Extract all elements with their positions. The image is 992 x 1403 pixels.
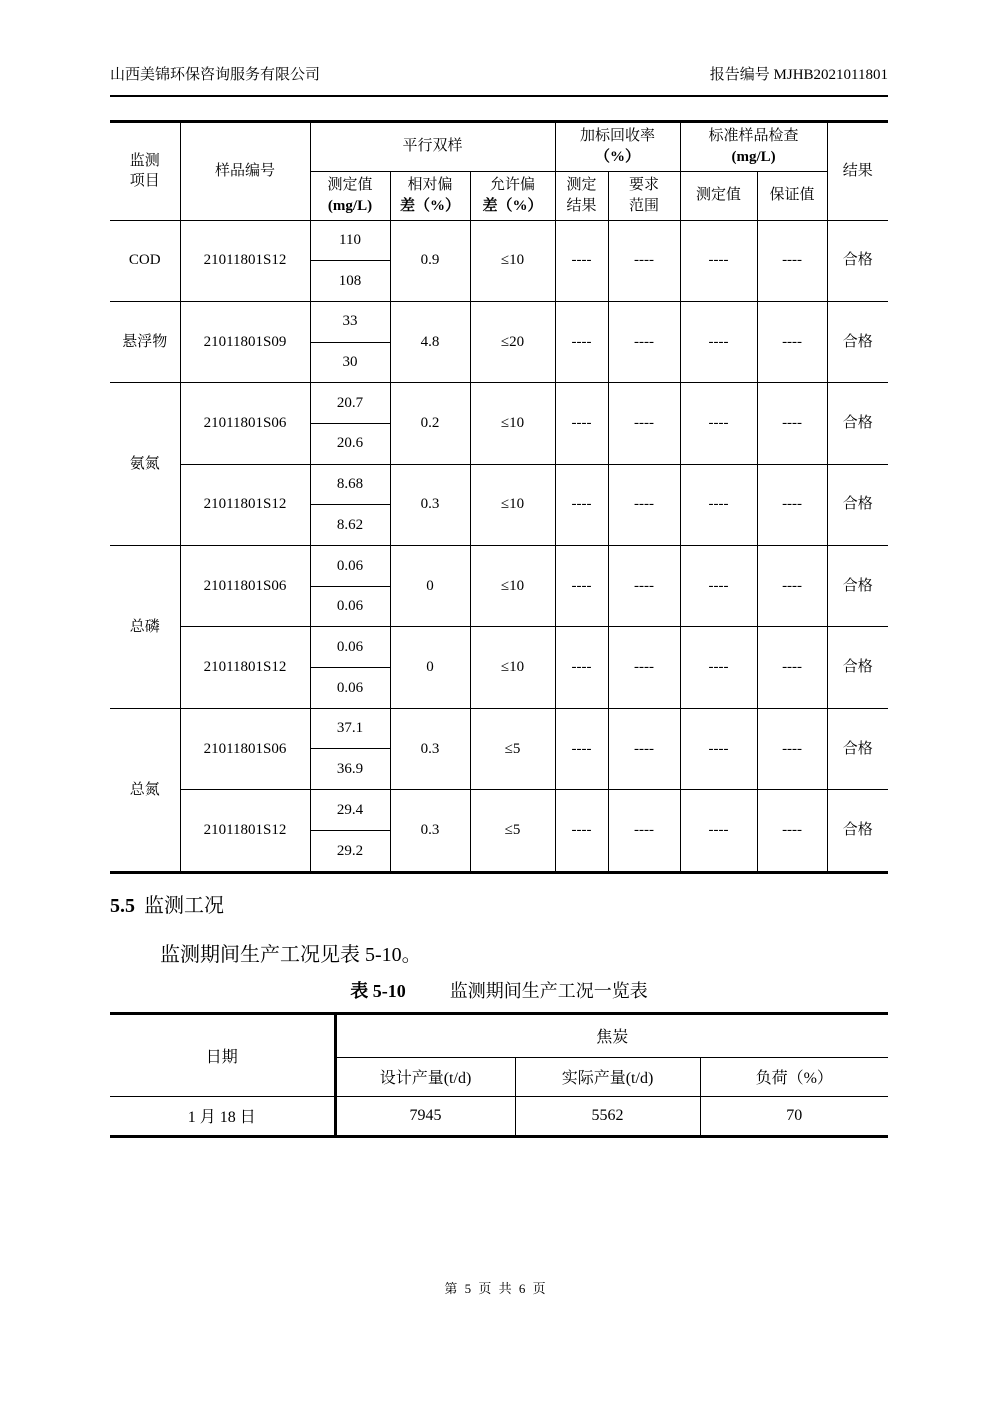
qa-std-measured-cell: ---- [680,627,757,708]
qa-header-sample: 样品编号 [180,123,310,220]
prod-date-cell: 1 月 18 日 [110,1096,335,1135]
qa-item-cell: COD [110,220,180,301]
qa-spike-range-cell: ---- [608,546,680,627]
qa-allow-dev-cell: ≤5 [470,708,555,789]
qa-value1-cell: 20.7 [310,383,390,424]
qa-header-allow-dev: 允许偏 差（%） [470,171,555,220]
qa-spike-result-cell: ---- [555,790,608,871]
qa-std-measured-cell: ---- [680,383,757,464]
qa-header-std-group: 标准样品检查 (mg/L) [680,123,827,171]
qa-sample-id-cell: 21011801S12 [180,220,310,301]
qa-value2-cell: 29.2 [310,830,390,871]
qa-spike-result-cell: ---- [555,301,608,382]
qa-sample-id-cell: 21011801S12 [180,464,310,545]
prod-load-cell: 70 [700,1096,888,1135]
qa-table [110,120,888,874]
qa-std-cert-cell: ---- [757,301,827,382]
doc-header [110,64,888,97]
qa-value1-cell: 37.1 [310,708,390,749]
qa-result-cell: 合格 [827,220,888,301]
qa-spike-result-cell: ---- [555,383,608,464]
qa-value1-cell: 0.06 [310,546,390,587]
qa-allow-dev-cell: ≤10 [470,220,555,301]
prod-header-design: 设计产量(t/d) [335,1057,515,1096]
qa-result-cell: 合格 [827,627,888,708]
company-name: 山西美锦环保咨询服务有限公司 [110,67,321,83]
report-number: 报告编号 MJHB2021011801 [709,67,888,83]
qa-std-measured-cell: ---- [680,708,757,789]
qa-spike-range-cell: ---- [608,301,680,382]
prod-header-coke: 焦炭 [335,1015,888,1057]
qa-sample-id-cell: 21011801S06 [180,708,310,789]
qa-sample-id-cell: 21011801S06 [180,546,310,627]
qa-allow-dev-cell: ≤10 [470,627,555,708]
qa-value1-cell: 110 [310,220,390,261]
qa-std-measured-cell: ---- [680,301,757,382]
prod-header-actual: 实际产量(t/d) [515,1057,700,1096]
qa-sample-id-cell: 21011801S12 [180,790,310,871]
qa-spike-result-cell: ---- [555,627,608,708]
qa-spike-range-cell: ---- [608,220,680,301]
paragraph: 监测期间生产工况见表 5-10。 [160,944,422,966]
qa-allow-dev-cell: ≤5 [470,790,555,871]
qa-spike-result-cell: ---- [555,708,608,789]
qa-item-cell: 总氮 [110,708,180,871]
qa-std-cert-cell: ---- [757,220,827,301]
qa-std-cert-cell: ---- [757,383,827,464]
qa-value2-cell: 0.06 [310,586,390,627]
qa-rel-dev-cell: 0.9 [390,220,470,301]
qa-rel-dev-cell: 4.8 [390,301,470,382]
qa-std-measured-cell: ---- [680,546,757,627]
qa-rel-dev-cell: 0.3 [390,708,470,789]
qa-value2-cell: 108 [310,261,390,302]
qa-std-cert-cell: ---- [757,546,827,627]
qa-result-cell: 合格 [827,790,888,871]
qa-value2-cell: 30 [310,342,390,383]
qa-value1-cell: 8.68 [310,464,390,505]
qa-result-cell: 合格 [827,383,888,464]
qa-spike-range-cell: ---- [608,383,680,464]
qa-spike-range-cell: ---- [608,708,680,789]
prod-header-load: 负荷（%） [700,1057,888,1096]
qa-result-cell: 合格 [827,464,888,545]
qa-spike-result-cell: ---- [555,464,608,545]
qa-header-measured: 测定值 (mg/L) [310,171,390,220]
qa-value2-cell: 8.62 [310,505,390,546]
qa-allow-dev-cell: ≤20 [470,301,555,382]
qa-rel-dev-cell: 0.2 [390,383,470,464]
qa-rel-dev-cell: 0 [390,546,470,627]
qa-result-cell: 合格 [827,546,888,627]
qa-header-rel-dev: 相对偏 差（%） [390,171,470,220]
qa-spike-range-cell: ---- [608,627,680,708]
qa-std-measured-cell: ---- [680,790,757,871]
qa-std-measured-cell: ---- [680,464,757,545]
qa-allow-dev-cell: ≤10 [470,383,555,464]
qa-spike-range-cell: ---- [608,790,680,871]
qa-header-item: 监测 项目 [110,123,180,220]
qa-allow-dev-cell: ≤10 [470,546,555,627]
qa-value1-cell: 33 [310,301,390,342]
qa-header-spike-range: 要求 范围 [608,171,680,220]
qa-std-cert-cell: ---- [757,790,827,871]
production-table [110,1012,888,1138]
qa-spike-result-cell: ---- [555,546,608,627]
qa-sample-id-cell: 21011801S12 [180,627,310,708]
qa-item-cell: 氨氮 [110,383,180,546]
qa-value2-cell: 36.9 [310,749,390,790]
qa-value2-cell: 20.6 [310,423,390,464]
qa-sample-id-cell: 21011801S09 [180,301,310,382]
section-heading [110,889,224,918]
qa-sample-id-cell: 21011801S06 [180,383,310,464]
qa-rel-dev-cell: 0.3 [390,464,470,545]
qa-spike-range-cell: ---- [608,464,680,545]
qa-header-spike-group: 加标回收率 （%） [555,123,680,171]
prod-header-date: 日期 [110,1015,335,1096]
qa-rel-dev-cell: 0 [390,627,470,708]
qa-result-cell: 合格 [827,301,888,382]
qa-header-std-measured: 测定值 [680,171,757,220]
qa-std-cert-cell: ---- [757,708,827,789]
qa-result-cell: 合格 [827,708,888,789]
section-number: 5.5 [110,895,135,917]
section-title: 监测工况 [144,895,224,917]
qa-header-result: 结果 [827,123,888,220]
qa-header-std-cert: 保证值 [757,171,827,220]
qa-item-cell: 总磷 [110,546,180,709]
qa-spike-result-cell: ---- [555,220,608,301]
table-caption-label: 表 5-10 [350,981,406,1001]
table-caption-title: 监测期间生产工况一览表 [449,981,648,1001]
qa-allow-dev-cell: ≤10 [470,464,555,545]
qa-value2-cell: 0.06 [310,668,390,709]
prod-actual-cell: 5562 [515,1096,700,1135]
page-footer: 第 5 页 共 6 页 [444,1281,548,1296]
qa-value1-cell: 29.4 [310,790,390,831]
qa-header-parallel-group: 平行双样 [310,123,555,171]
qa-item-cell: 悬浮物 [110,301,180,382]
prod-design-cell: 7945 [335,1096,515,1135]
qa-std-cert-cell: ---- [757,627,827,708]
qa-std-cert-cell: ---- [757,464,827,545]
table-caption [110,977,888,1003]
qa-rel-dev-cell: 0.3 [390,790,470,871]
qa-header-spike-result: 测定 结果 [555,171,608,220]
qa-std-measured-cell: ---- [680,220,757,301]
qa-value1-cell: 0.06 [310,627,390,668]
